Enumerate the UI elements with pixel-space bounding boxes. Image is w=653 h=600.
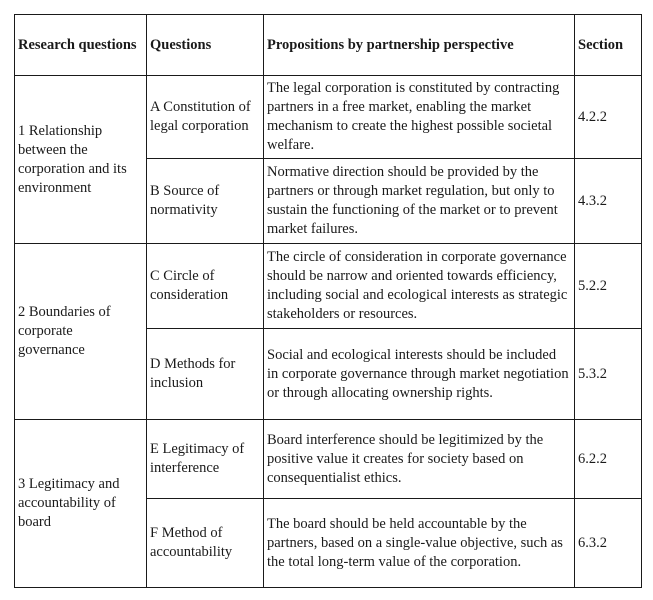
question-cell: C Circle of consideration xyxy=(147,244,264,329)
research-propositions-table xyxy=(14,14,642,588)
question-cell: B Source of normativity xyxy=(147,159,264,244)
header-questions: Questions xyxy=(147,15,264,76)
table-row xyxy=(15,420,642,499)
proposition-cell: Social and ecological interests should be included in corporate governance through market negotiation or through allocating ownership rights. xyxy=(264,329,575,420)
proposition-cell: The legal corporation is constituted by contracting partners in a free market, enabling the market mechanism to create the highest possible societal welfare. xyxy=(264,76,575,159)
proposition-cell: Board interference should be legitimized by the positive value it creates for society based on consequentialist ethics. xyxy=(264,420,575,499)
research-question-cell: 2 Boundaries of corporate governance xyxy=(15,244,147,420)
header-propositions: Propositions by partnership perspective xyxy=(264,15,575,76)
question-cell: A Constitution of legal corporation xyxy=(147,76,264,159)
section-cell: 5.2.2 xyxy=(575,244,642,329)
section-cell: 6.2.2 xyxy=(575,420,642,499)
research-question-cell: 1 Relationship between the corporation and its environment xyxy=(15,76,147,244)
section-cell: 6.3.2 xyxy=(575,499,642,588)
section-cell: 5.3.2 xyxy=(575,329,642,420)
question-cell: E Legitimacy of interference xyxy=(147,420,264,499)
question-cell: F Method of accountability xyxy=(147,499,264,588)
proposition-cell: The circle of consideration in corporate governance should be narrow and oriented towards efficiency, including social and ecological interests as strategic stakeholders or resources. xyxy=(264,244,575,329)
table-row xyxy=(15,244,642,329)
section-cell: 4.2.2 xyxy=(575,76,642,159)
header-section: Section xyxy=(575,15,642,76)
header-research-questions: Research questions xyxy=(15,15,147,76)
research-question-cell: 3 Legitimacy and accountability of board xyxy=(15,420,147,588)
table-row xyxy=(15,76,642,159)
table-header-row xyxy=(15,15,642,76)
section-cell: 4.3.2 xyxy=(575,159,642,244)
proposition-cell: The board should be held accountable by the partners, based on a single-value objective, such as the total long-term value of the corporation. xyxy=(264,499,575,588)
proposition-cell: Normative direction should be provided by the partners or through market regulation, but only to sustain the functioning of the market or to prevent market failures. xyxy=(264,159,575,244)
question-cell: D Methods for inclusion xyxy=(147,329,264,420)
